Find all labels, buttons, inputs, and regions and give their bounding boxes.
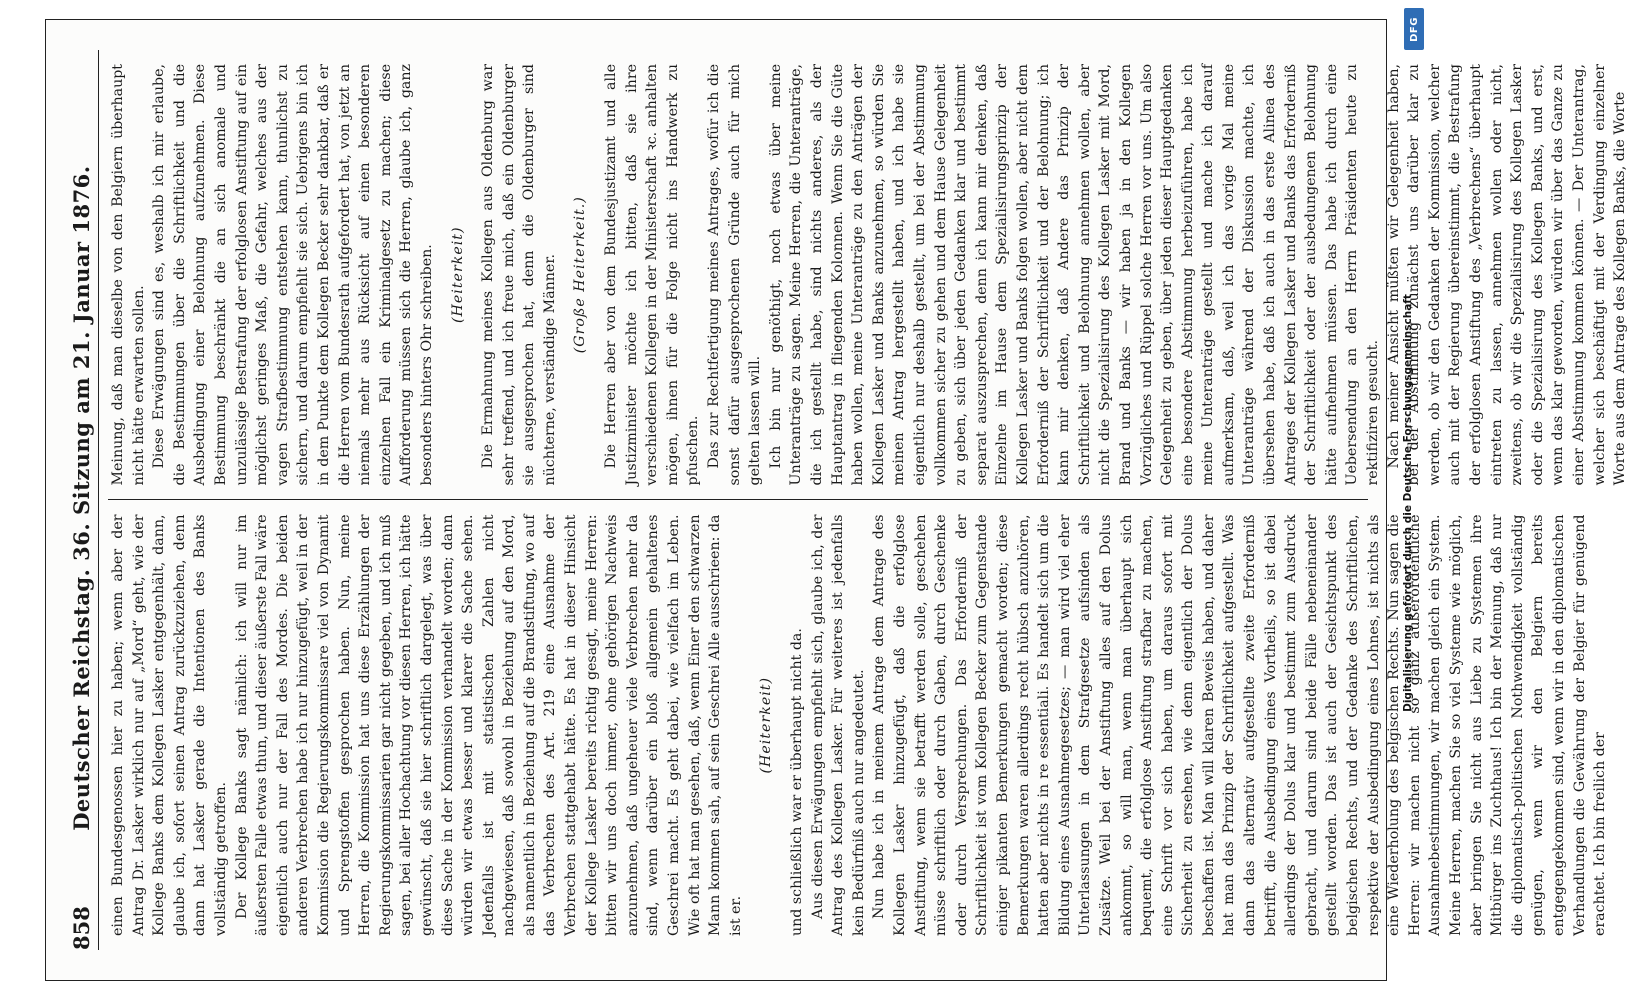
paragraph: Die Ermahnung meines Kollegen aus Oldenburg war sehr treffend, und ich freue mich, daß ein Oldenburger sie ausgesprochen hat, denn die Oldenburger sind nüchterne, verständige Männer.	[480, 64, 558, 486]
paragraph: Diese Erwägungen sind es, weshalb ich mir erlaube, die Bestimmungen über die Schriftlichkeit und die Ausbedingung einer Belohnung aufzunehmen. Diese Bestimmung beschränkt die an sich anomale und unzulässige Bestrafung der erfolglosen Anstiftung auf ein möglichst geringes Maß, die Gefahr, welches aus der vagen Strafbestimmung entstehen kann, thunlichst zu sichern, und darum empfiehlt sie sich. Uebrigens bin ich in dem Punkte dem Kollegen Becker sehr dankbar, daß er die Herren vom Bundesrath aufgefordert hat, von jetzt an niemals mehr aus Rücksicht auf einen besonderen einzelnen Fall ein Kriminalgesetz zu machen; diese Aufforderung müssen sich die Herren, glaube ich, ganz besonders hinters Ohr schreiben.	[151, 64, 435, 486]
stage-direction: (Heiterkeit)	[758, 677, 775, 774]
stage-direction: (Heiterkeit)	[449, 226, 466, 323]
paragraph: einen Bundesgenossen hier zu haben; wenn aber der Antrag Dr. Lasker wirklich nur auf „Mord“ geht, wie der Kollege Banks dem Kollegen Lasker entgegenhält, dann, glaube ich, sofort seinen Antrag zurückzuziehen, denn dann hat Lasker gerade die Intentionen des Banks vollständig getroffen.	[110, 514, 229, 936]
paragraph: Die Herren aber von dem Bundesjustizamt und alle Justizminister möchte ich bitten, daß sie ihre verschiedenen Kollegen in der Ministerschaft ꝛc. anhalten mögen, ihnen für die Folge nicht ins Handwerk zu pfuschen.	[603, 64, 702, 486]
paragraph: Nun habe ich in meinem Antrage dem Antrage des Kollegen Lasker hinzugefügt, daß die erfolglose Anstiftung, wenn sie betrafft werden solle, geschehen müsse schriftlich oder durch Gaben, durch Geschenke oder durch Versprechungen. Das Erforderniß der Schriftlichkeit ist vom Kollegen Becker zum Gegenstande einiger pikanten Bemerkungen gemacht worden; diese Bemerkungen waren allerdings recht hübsch anzuhören, hatten aber nichts in re essentiali. Es handelt sich um die Bildung eines Ausnahmegesetzes; — man wird viel eher Unterlassungen in dem Strafgesetze aufsinden als Zusätze. Weil bei der Anstiftung alles auf den Dolus ankommt, so will man, wenn man überhaupt sich bequemt, die erfolglose Anstiftung strafbar zu machen, eine Schrift vor sich haben, um daraus sofort mit Sicherheit zu ersehen, wie denn eigentlich der Dolus beschaffen ist. Man will klaren Beweis haben, und daher hat man das Prinzip der Schriftlichkeit aufgestellt. Was dann das alternativ aufgestellte zweite Erforderniß betrifft, die Ausbedingung eines Vortheils, so ist dabei allerdings der Dolus klar und bestimmt zum Ausdruck gebracht, und darum sind beide Fälle nebeneinander gestellt worden. Das ist auch der Gesichtspunkt des belgischen Rechts, und der Gedanke des Schriftlichen, respektive der Ausbedingung eines Lohnes, ist nichts als eine Wiederholung des belgischen Rechts. Nun sagen die Herren: wir machen nicht so ganz außerordentliche Ausnahmebestimmungen, wir machen gleich ein System. Meine Herren, machen Sie so viel Systeme wie möglich, aber bringen Sie nicht aus Liebe zu Systemen ihre Mitbürger ins Zuchthaus! Ich bin der Meinung, daß nur die diplomatisch-politischen Nothwendigkeit vollständig genügen, wenn wir den Belgiern bereits entgegengekommen sind, wenn wir in den diplomatischen Verhandlungen die Gewährung der Belgier für genügend erachtet. Ich bin freilich der	[871, 514, 1609, 936]
paragraph: Der Kollege Banks sagt nämlich: ich will nur im äußersten Falle etwas thun, und dieser äußerste Fall wäre eigentlich auch nur der Fall des Mordes. Die beiden anderen Verbrechen habe ich nur hinzugefügt, weil in der Kommission die Regierungskommissare viel von Dynamit und Sprengstoffen gesprochen haben. Nun, meine Herren, die Kommission hat uns diese Erzählungen der Regierungskommissarien gar nicht gegeben, und ich muß sagen, bei aller Hochachtung vor diesen Herren, ich hätte gewünscht, daß sie hier schriftlich dargelegt, was über diese Sache in der Kommission verhandelt worden; dann würden wir etwas besser und klarer die Sache sehen. Jedenfalls ist mit statistischen Zahlen nicht nachgewiesen, daß sowohl in Beziehung auf den Mord, als namentlich in Beziehung auf die Brandstiftung, wo auf das Verbrechen des Art. 219 eine Ausnahme der Verbrechen stattgehabt hätte. Es hat in dieser Hinsicht der Kollege Lasker bereits richtig gesagt, meine Herren: bitten wir uns doch immer, ohne gehörigen Nachweis anzunehmen, daß ungeheuer viele Verbrechen mehr da sind, wenn darüber ein bloß allgemein gehaltenes Geschrei macht. Es geht dabei, wie vielfach im Leben. Wie oft hat man gesehen, daß, wenn Einer den schwarzen Mann kommen sah, auf sein Geschrei Alle ausschrieen: da ist er.	[233, 514, 744, 936]
paragraph: Aus diesen Erwägungen empfiehlt sich, glaube ich, der Antrag des Kollegen Lasker. Für weiteres ist jedenfalls kein Bedürfniß auch nur angedeutet.	[809, 514, 867, 936]
digitization-note-text: Digitalisierung gefördert durch die Deutsche Forschungsgemeinschaft	[1402, 294, 1414, 712]
dfg-logo-text: DFG	[1408, 16, 1420, 42]
digitization-note	[1398, 8, 1418, 998]
paragraph: Ich bin nur genöthigt, noch etwas über meine Unteranträge zu sagen. Meine Herren, die Unteranträge, die ich gestellt habe, sind nichts anderes, als der Hauptantrag in fliegenden Kolonnen. Wenn Sie die Güte haben wollen, meine Unteranträge zu den Anträgen der Kollegen Lasker und Banks anzunehmen, so würden Sie meinen Antrag hergestellt haben, und ich habe sie eigentlich nur deshalb gestellt, um bei der Abstimmung vollkommen sicher zu gehen und dem Hause Gelegenheit zu geben, sich über jeden Gedanken klar und bestimmt separat auszusprechen, denn ich kann mir denken, daß Einzelne im Hause dem Spezialisirungsprinzip der Kollegen Lasker und Banks folgen wollen, aber nicht dem Erforderniß der Schriftlichkeit und der Belohnung; ich kann mir denken, daß Andere das Prinzip der Schriftlichkeit und Belohnung annehmen wollen, aber nicht die Spezialisirung des Kollegen Lasker mit Mord, Brand und Banks — wir haben ja in den Kollegen Vorzügliches und Rüppel solche Herren vor uns. Um also Gelegenheit zu geben, über jeden dieser Hauptgedanken eine besondere Abstimmung herbeizuführen, habe ich meine Unteranträge gestellt und mache ich darauf aufmerksam, daß, weil ich das vorige Mal meine Unteranträge während der Diskussion machte, ich übersehen habe, daß ich auch in das erste Alinea des Antrages der Kollegen Lasker und Banks das Erforderniß der Schriftlichkeit oder der ausbedungenen Belohnung hätte aufnehmen müssen. Das habe ich durch eine Uebersendung an den Herrn Präsidenten heute zu rektifiziren gesucht.	[767, 64, 1382, 486]
paragraph: Nach meiner Ansicht müßten wir Gelegenheit haben, bei der Abstimmung zunächst uns darüber klar zu werden, ob wir den Gedanken der Kommission, welcher auch mit der Regierung übereinstimmt, die Bestrafung der erfolglosen Anstiftung des „Verbrechens“ überhaupt eintreten zu lassen, annehmen wollen oder nicht, zweitens, ob wir die Spezialisirung des Kollegen Lasker oder die Spezialisirung des Kollegen Banks, und erst, wenn das klar geworden, würden wir über das Ganze zu einer Abstimmung kommen können. — Der Unterantrag, welcher sich beschäftigt mit der Verdingung einzelner Worte aus dem Antrage des Kollegen Banks, die Worte	[1385, 64, 1629, 486]
paragraph: und schließlich war er überhaupt nicht da.	[789, 628, 805, 936]
column-right	[108, 50, 1629, 501]
page-header	[64, 50, 99, 950]
paragraph: Das zur Rechtfertigung meines Antrages, wofür ich die sonst dafür ausgesprochenen Gründe auch für mich gelten lassen will.	[706, 64, 764, 486]
page-title: Deutscher Reichstag. 36. Sitzung am 21. Januar 1876.	[69, 165, 94, 831]
page-number: 858	[69, 906, 94, 950]
paragraph: Meinung, daß man dieselbe von den Belgiern überhaupt nicht hätte erwarten sollen.	[110, 64, 147, 486]
stage-direction: (Große Heiterkeit.)	[572, 196, 589, 354]
